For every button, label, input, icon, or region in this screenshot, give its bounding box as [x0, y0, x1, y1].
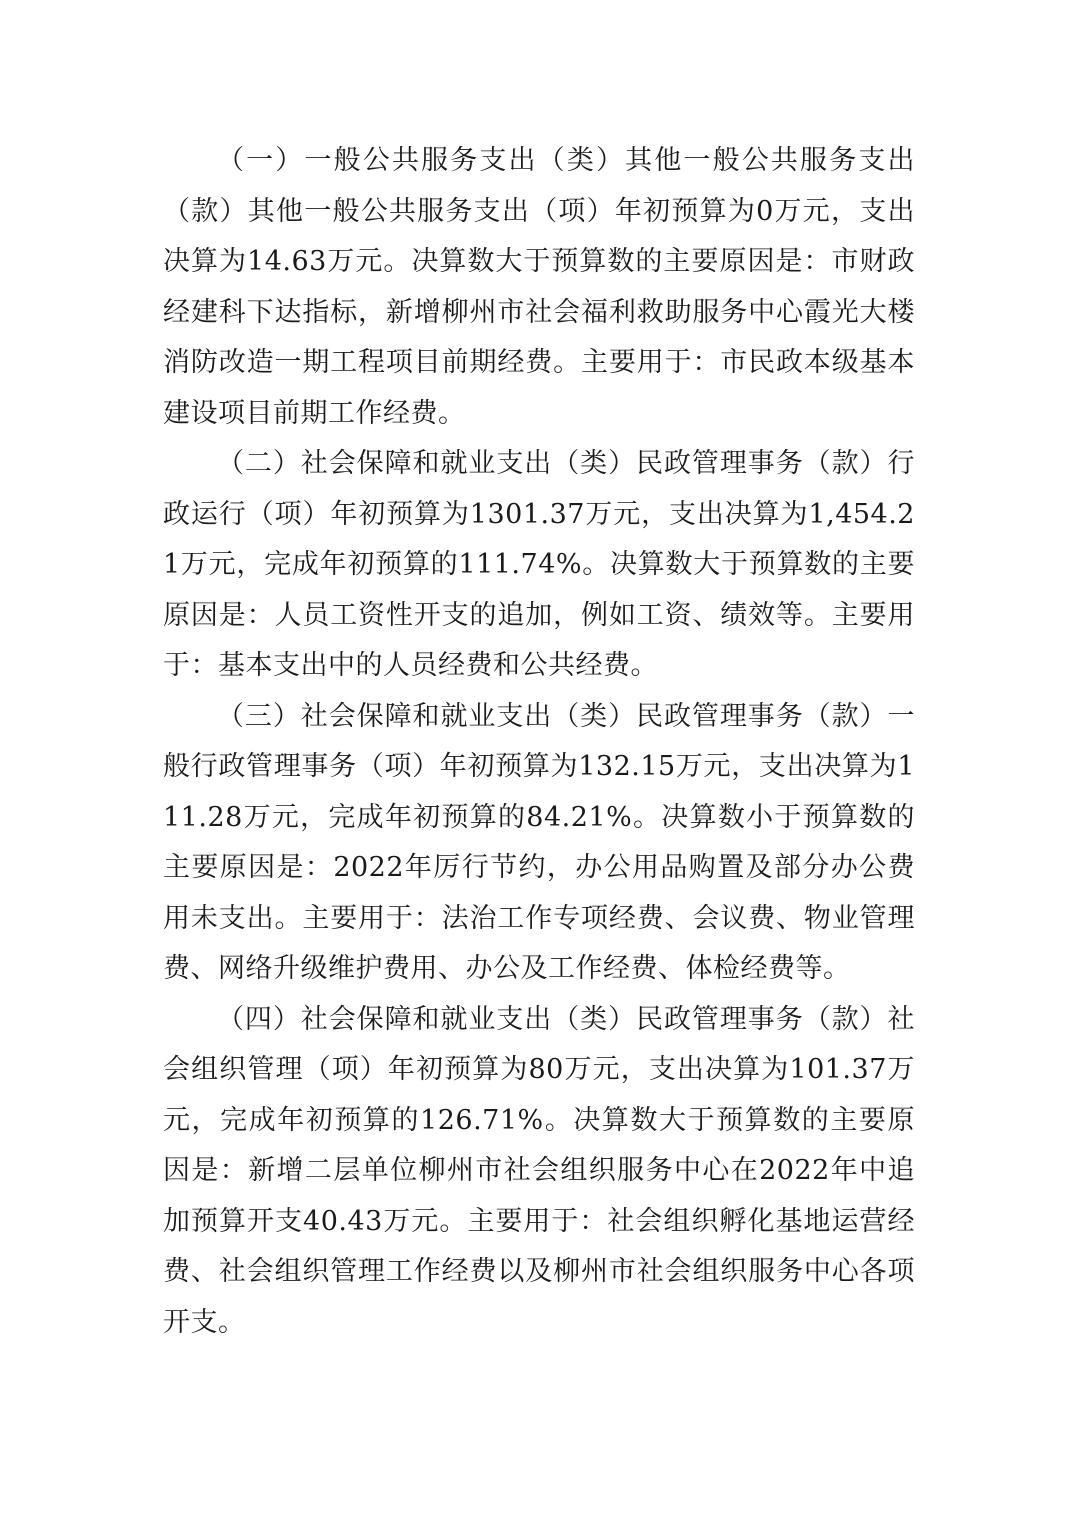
paragraph-social-organization-management: （四）社会保障和就业支出（类）民政管理事务（款）社会组织管理（项）年初预算为80万元，支出决算为101.37万元，完成年初预算的126.71%。决算数大于预算数的主要原因是：新增二层单位柳州市社会组织服务中心在2022年中追加预算开支40.43万元。主要用于：社会组织孵化基地运营经费、社会组织管理工作经费以及柳州市社会组织服务中心各项开支。 [163, 1003, 915, 1338]
document-body [163, 136, 915, 1348]
paragraph-general-public-services: （一）一般公共服务支出（类）其他一般公共服务支出（款）其他一般公共服务支出（项）年初预算为0万元，支出决算为14.63万元。决算数大于预算数的主要原因是：市财政经建科下达指标，新增柳州市社会福利救助服务中心霞光大楼消防改造一期工程项目前期经费。主要用于：市民政本级基本建设项目前期工作经费。 [163, 145, 915, 429]
paragraph-administrative-operation: （二）社会保障和就业支出（类）民政管理事务（款）行政运行（项）年初预算为1301.37万元，支出决算为1,454.21万元，完成年初预算的111.74%。决算数大于预算数的主要原因是：人员工资性开支的追加，例如工资、绩效等。主要用于：基本支出中的人员经费和公共经费。 [163, 448, 915, 681]
paragraph-general-administrative-affairs: （三）社会保障和就业支出（类）民政管理事务（款）一般行政管理事务（项）年初预算为132.15万元，支出决算为111.28万元，完成年初预算的84.21%。决算数小于预算数的主要原因是：2022年厉行节约，办公用品购置及部分办公费用未支出。主要用于：法治工作专项经费、会议费、物业管理费、网络升级维护费用、办公及工作经费、体检经费等。 [163, 700, 915, 984]
